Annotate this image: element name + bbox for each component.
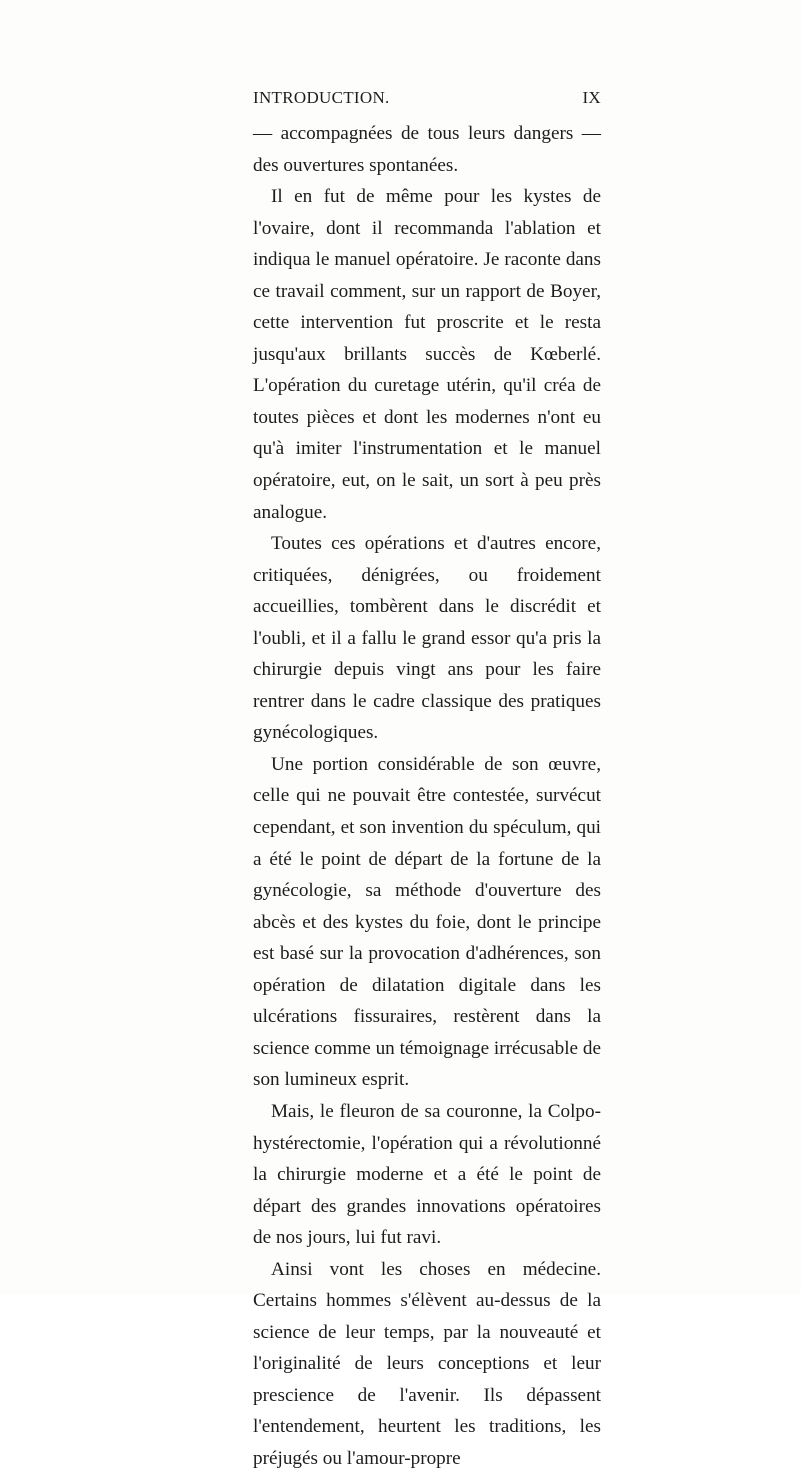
paragraph-medicine: Ainsi vont les choses en médecine. Certains hommes s'élèvent au-dessus de la science de leur temps, par la nouveauté et l'originalité de leurs conceptions et leur prescience de l'avenir. Ils dépassent l'entendement, heurtent les traditions, les préjugés ou l'amour-propre [253,1258,601,1469]
paragraph-speculum: Une portion considérable de son œuvre, celle qui ne pouvait être contestée, survécut cependant, et son invention du spéculum, qui a été le point de départ de la fortune de la gynécologie, sa méthode d'ouverture des abcès et des kystes du foie, dont le principe est basé sur la provocation d'adhérences, son opération de dilatation digitale dans les ulcérations fissuraires, restèrent dans la science comme un témoignage irrécusable de son lumineux esprit. [253,753,601,1091]
paragraph-ovarian-cysts: Il en fut de même pour les kystes de l'ovaire, dont il recommanda l'ablation et indiqua le manuel opératoire. Je raconte dans ce travail comment, sur un rapport de Boyer, cette intervention fut proscrite et le resta jusqu'aux brillants succès de Kœberlé. L'opération du curetage utérin, qu'il créa de toutes pièces et dont les modernes n'ont eu qu'à imiter l'instrumentation et le manuel opératoire, eut, on le sait, un sort à peu près analogue. [253,186,601,523]
paragraph-discredit: Toutes ces opérations et d'autres encore, critiquées, dénigrées, ou froidement accueillies, tombèrent dans le discrédit et l'oubli, et il a fallu le grand essor qu'a pris la chirurgie depuis vingt ans pour les faire rentrer dans le cadre classique des pratiques gynécologiques. [253,533,601,744]
running-head [253,88,601,108]
body-text [253,118,601,1475]
running-head-title: INTRODUCTION. [253,88,390,107]
paragraph-colpo-hysterectomy: Mais, le fleuron de sa couronne, la Colpo-hystérectomie, l'opération qui a révolutionné la chirurgie moderne et a été le point de départ des grandes innovations opératoires de nos jours, lui fut ravi. [253,1100,601,1249]
paragraph-continuation: — accompagnées de tous leurs dangers — des ouvertures spontanées. [253,123,601,176]
page-number: IX [582,88,601,107]
